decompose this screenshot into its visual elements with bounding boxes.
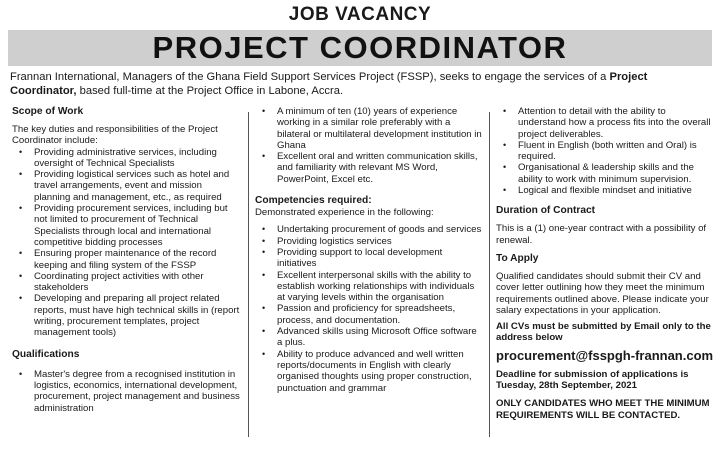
intro-text-before: Frannan International, Managers of the Ghana Field Support Services Project (FSSP), seeks to engage the services of a xyxy=(10,71,610,83)
list-item: • Coordinating project activities with other stakeholders xyxy=(12,271,240,294)
scope-heading: Scope of Work xyxy=(12,106,84,117)
competencies-list-b xyxy=(496,106,716,196)
apply-text: Qualified candidates should submit their CV and cover letter outlining how they meet the minimum requirements outlined above. Please indicate your salary expectations in your application. xyxy=(496,270,709,316)
email-address[interactable]: procurement@fsspgh-frannan.com xyxy=(496,347,714,363)
list-item: • Passion and proficiency for spreadsheets, process, and documentation. xyxy=(255,303,483,326)
list-item: • Providing administrative services, including oversight of Technical Specialists xyxy=(12,147,240,170)
list-item: • Attention to detail with the ability to understand how a process fits into the overall project deliverables. xyxy=(496,106,716,140)
qualifications-heading: Qualifications xyxy=(12,348,80,360)
list-item: • Excellent interpersonal skills with the ability to establish working relationships with individuals at varying levels within the organisation xyxy=(255,270,483,304)
page-title: PROJECT COORDINATOR xyxy=(152,30,568,65)
list-item: • Fluent in English (both written and Oral) is required. xyxy=(496,140,716,163)
list-item: • Organisational & leadership skills and the ability to work with minimum supervision. xyxy=(496,162,716,185)
list-item: • Logical and flexible mindset and initiative xyxy=(496,185,716,196)
list-item: • A minimum of ten (10) years of experience working in a similar role preferably with a bilateral or multilateral development institution in Ghana xyxy=(255,106,483,151)
competencies-list-a xyxy=(255,224,483,393)
list-item: • Developing and preparing all project related reports, must have high technical skills in (report writing, procurement templates, project management tools) xyxy=(12,293,240,338)
list-item: • Ensuring proper maintenance of the record keeping and filing system of the FSSP xyxy=(12,248,240,271)
list-item: • Providing logistics services xyxy=(255,236,483,247)
competencies-heading: Competencies required: xyxy=(255,195,372,207)
column-middle xyxy=(255,106,483,394)
list-item: • Excellent oral and written communication skills, and familiarity with relevant MS Word, PowerPoint, Excel etc. xyxy=(255,151,483,185)
scope-lead: The key duties and responsibilities of the Project Coordinator include: xyxy=(12,124,218,147)
list-item: • Advanced skills using Microsoft Office software a plus. xyxy=(255,326,483,349)
list-item: • Undertaking procurement of goods and services xyxy=(255,224,483,235)
deadline-date: Tuesday, 28th September, 2021 xyxy=(496,380,637,392)
deadline-label: Deadline for submission of applications is xyxy=(496,368,689,380)
contract-heading: Duration of Contract xyxy=(496,205,596,217)
list-item: • Providing procurement services, including but not limited to procurement of Technical Specialists through local and international competitive bidding processes xyxy=(12,203,240,248)
list-item: • Master's degree from a recognised institution in logistics, economics, international development, procurement, project management and business administration xyxy=(12,369,240,414)
column-divider-1 xyxy=(248,112,249,437)
competencies-lead: Demonstrated experience in the following: xyxy=(255,207,434,219)
qualifications-list-b xyxy=(255,106,483,185)
intro-text-after: based full-time at the Project Office in Labone, Accra. xyxy=(76,85,344,97)
intro-role: Project Coordinator, xyxy=(10,71,648,97)
job-vacancy-heading: JOB VACANCY xyxy=(288,4,432,25)
list-item: • Providing support to local development initiatives xyxy=(255,247,483,270)
email-note: All CVs must be submitted by Email only to the address below xyxy=(496,321,711,344)
column-left xyxy=(12,106,240,414)
intro-paragraph xyxy=(10,70,710,98)
scope-list xyxy=(12,147,240,339)
title-banner xyxy=(8,30,712,66)
apply-heading: To Apply xyxy=(496,252,539,264)
contract-text: This is a (1) one-year contract with a possibility of renewal. xyxy=(496,223,707,246)
contact-notice: ONLY CANDIDATES WHO MEET THE MINIMUM REQUIREMENTS WILL BE CONTACTED. xyxy=(496,398,710,421)
list-item: • Ability to produce advanced and well written reports/documents in English with clearly organised thoughts using proper construction, punctuation and grammar xyxy=(255,349,483,394)
column-right xyxy=(496,106,716,421)
list-item: • Providing logistical services such as hotel and travel arrangements, event and mission planning and management, etc., as required xyxy=(12,169,240,203)
qualifications-list-a xyxy=(12,369,240,414)
column-divider-2 xyxy=(489,112,490,437)
